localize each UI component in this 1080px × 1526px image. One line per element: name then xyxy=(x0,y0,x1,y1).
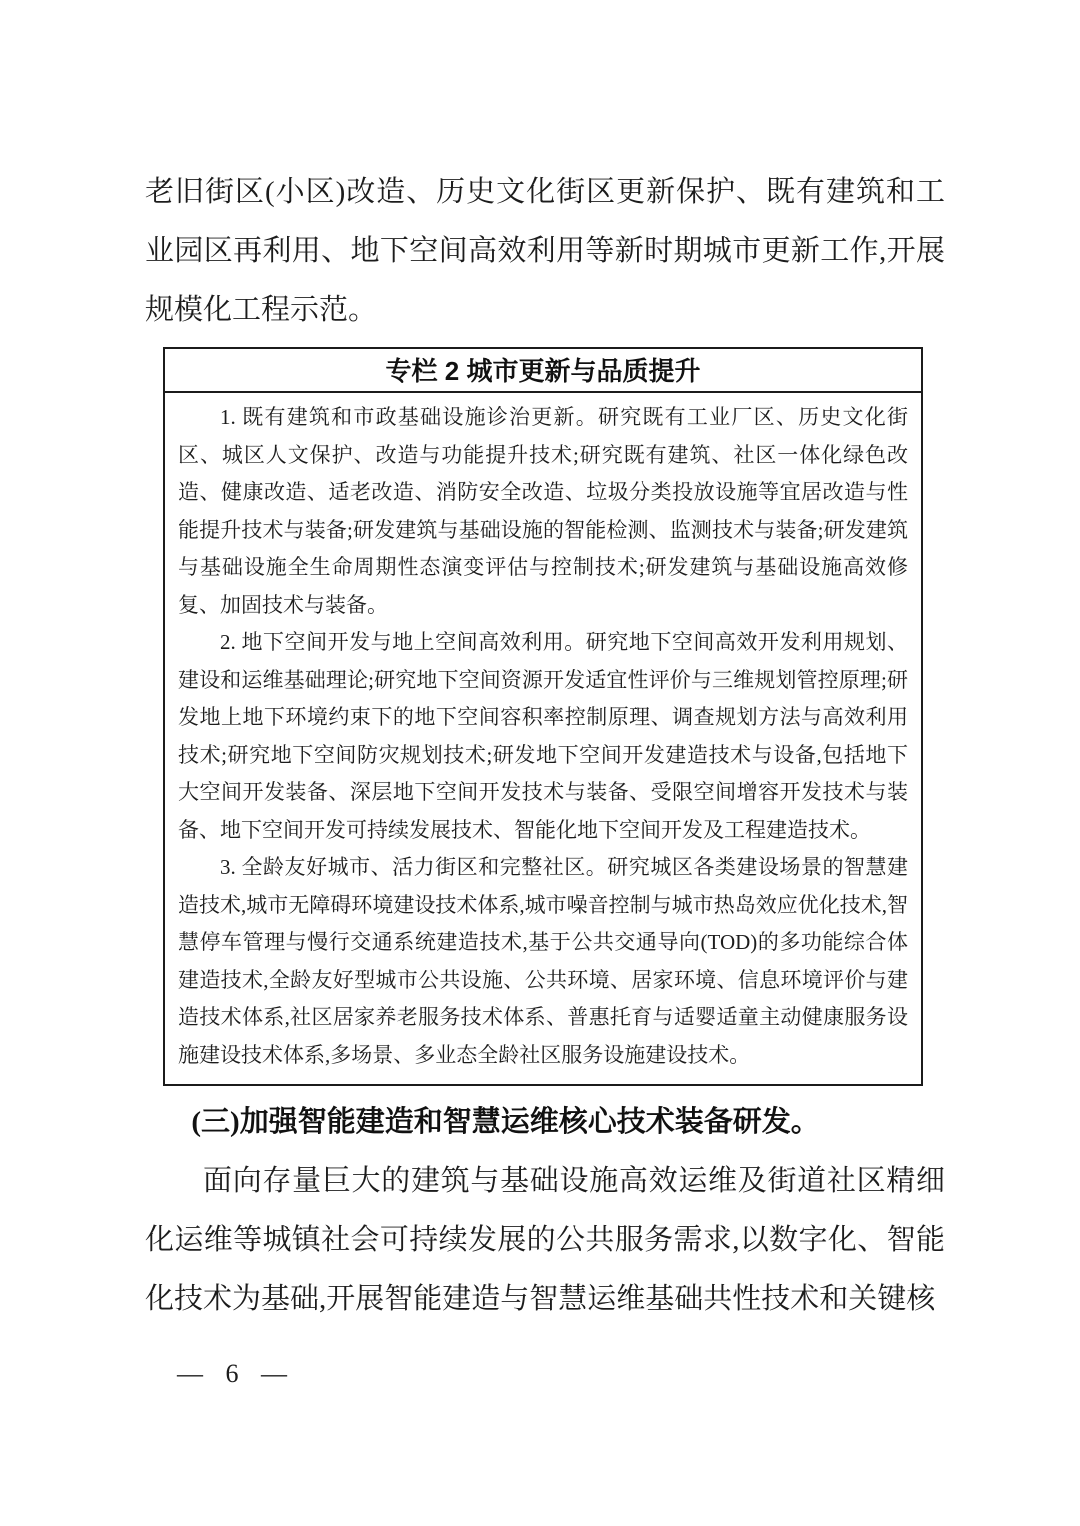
feature-box-body xyxy=(165,393,921,1084)
page-number: — 6 — xyxy=(177,1359,295,1388)
feature-box xyxy=(163,347,923,1086)
box-item-2: 2. 地下空间开发与地上空间高效利用。研究地下空间高效开发利用规划、建设和运维基础理论;研究地下空间资源开发适宜性评价与三维规划管控原理;研发地上地下环境约束下的地下空间容积率控制原理、调查规划方法与高效利用技术;研究地下空间防灾规划技术;研发地下空间开发建造技术与设备,包括地下大空间开发装备、深层地下空间开发技术与装备、受限空间增容开发技术与装备、地下空间开发可持续发展技术、智能化地下空间开发及工程建造技术。 xyxy=(178,630,908,842)
body-paragraph: 面向存量巨大的建筑与基础设施高效运维及街道社区精细化运维等城镇社会可持续发展的公共服务需求,以数字化、智能化技术为基础,开展智能建造与智慧运维基础共性技术和关键核 xyxy=(145,1165,945,1315)
box-item-1: 1. 既有建筑和市政基础设施诊治更新。研究既有工业厂区、历史文化街区、城区人文保护、改造与功能提升技术;研究既有建筑、社区一体化绿色改造、健康改造、适老改造、消防安全改造、垃圾分类投放设施等宜居改造与性能提升技术与装备;研发建筑与基础设施的智能检测、监测技术与装备;研发建筑与基础设施全生命周期性态演变评估与控制技术;研发建筑与基础设施高效修复、加固技术与装备。 xyxy=(178,405,908,617)
box-item-3: 3. 全龄友好城市、活力街区和完整社区。研究城区各类建设场景的智慧建造技术,城市无障碍环境建设技术体系,城市噪音控制与城市热岛效应优化技术,智慧停车管理与慢行交通系统建造技术,基于公共交通导向(TOD)的多功能综合体建造技术,全龄友好型城市公共设施、公共环境、居家环境、信息环境评价与建造技术体系,社区居家养老服务技术体系、普惠托育与适婴适童主动健康服务设施建设技术体系,多场景、多业态全龄社区服务设施建设技术。 xyxy=(178,855,908,1067)
section-heading: (三)加强智能建造和智慧运维核心技术装备研发。 xyxy=(191,1106,820,1138)
feature-box-title: 专栏 2 城市更新与品质提升 xyxy=(165,349,921,393)
intro-paragraph: 老旧街区(小区)改造、历史文化街区更新保护、既有建筑和工业园区再利用、地下空间高效利用等新时期城市更新工作,开展规模化工程示范。 xyxy=(145,176,945,326)
